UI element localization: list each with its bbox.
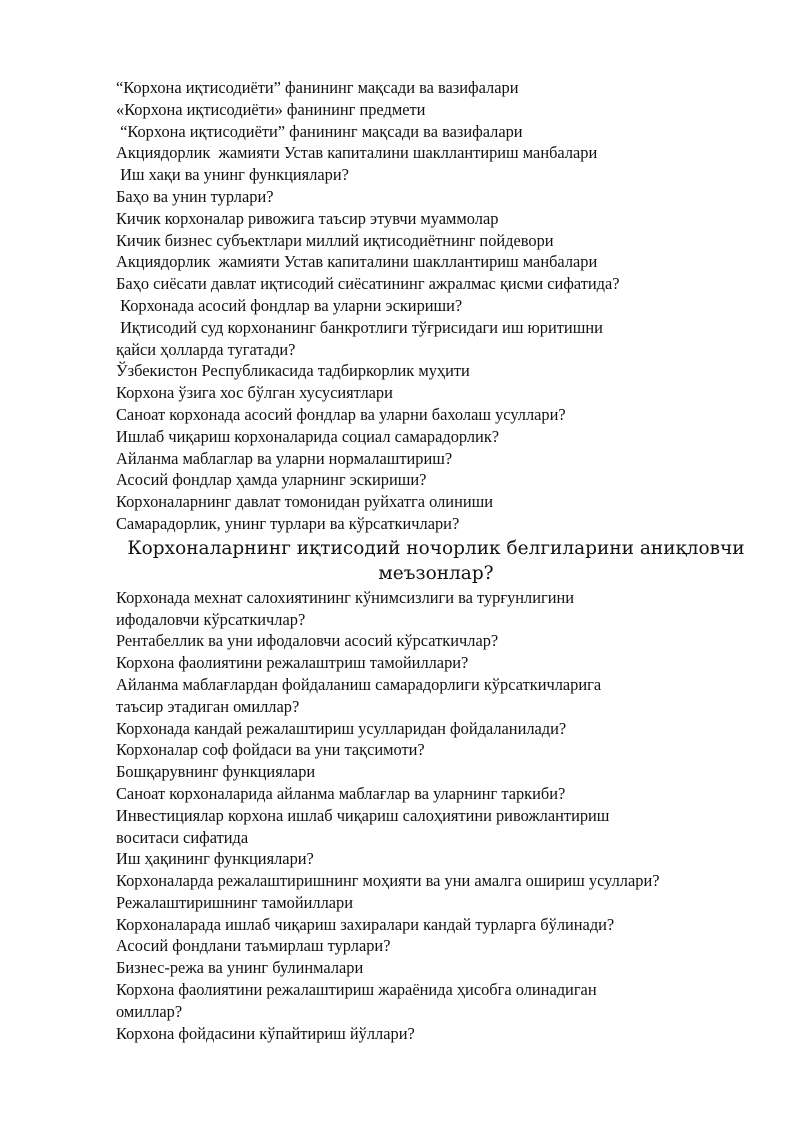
text-line: Корхона фаолиятини режалаштриш тамойиллари? bbox=[116, 653, 469, 673]
text-line: Корхонада кандай режалаштириш усулларидан фойдаланилади? bbox=[116, 718, 567, 738]
text-line: Баҳо сиёсати давлат иқтисодий сиёсатининг ажралмас қисми сифатида? bbox=[116, 274, 620, 294]
section-heading bbox=[116, 536, 756, 586]
text-line: Корхонада мехнат салохиятининг кўнимсизлиги ва турғунлигини bbox=[116, 587, 575, 607]
text-line: Баҳо ва унин турлари? bbox=[116, 186, 274, 206]
text-line: Иқтисодий суд корхонанинг банкротлиги тўғрисидаги иш юритишни bbox=[116, 317, 603, 337]
text-line: Айланма маблағлардан фойдаланиш самарадорлиги кўрсаткичларига bbox=[116, 674, 602, 694]
text-line: Инвестициялар корхона ишлаб чиқариш салоҳиятини ривожлантириш bbox=[116, 805, 610, 825]
text-line: Ўзбекистон Республикасида тадбиркорлик муҳити bbox=[116, 361, 470, 381]
text-line: Акциядорлик жамияти Устав капиталини шакллантириш манбалари bbox=[116, 252, 598, 272]
text-line: омиллар? bbox=[116, 1001, 183, 1021]
text-line: Акциядорлик жамияти Устав капиталини шакллантириш манбалари bbox=[116, 143, 598, 163]
text-line: Саноат корхонада асосий фондлар ва уларни бахолаш усуллари? bbox=[116, 404, 566, 424]
text-line: ифодаловчи кўрсаткичлар? bbox=[116, 609, 306, 629]
text-line: Корхона фаолиятини режалаштириш жараёнида ҳисобга олинадиган bbox=[116, 980, 597, 1000]
text-line: Айланма маблаглар ва уларни нормалаштириш? bbox=[116, 448, 453, 468]
document-body bbox=[116, 77, 756, 1044]
heading-line: меъзонлар? bbox=[378, 562, 494, 584]
text-line: Кичик бизнес субъектлари миллий иқтисодиётнинг пойдевори bbox=[116, 230, 554, 250]
text-line: Режалаштиришнинг тамойиллари bbox=[116, 892, 353, 912]
text-line: Бизнес-режа ва унинг булинмалари bbox=[116, 958, 364, 978]
text-line: Корхона ўзига хос бўлган хусусиятлари bbox=[116, 383, 393, 403]
text-line: Кичик корхоналар ривожига таъсир этувчи муаммолар bbox=[116, 208, 499, 228]
text-line: Саноат корхоналарида айланма маблағлар ва уларнинг таркиби? bbox=[116, 783, 566, 803]
text-line: қайси ҳолларда тугатади? bbox=[116, 339, 296, 359]
text-line: Иш хақи ва унинг функциялари? bbox=[116, 165, 349, 185]
text-line: Асосий фондлани таъмирлаш турлари? bbox=[116, 936, 391, 956]
heading-line: Корхоналарнинг иқтисодий ночорлик белгиларини аниқловчи bbox=[127, 537, 745, 559]
text-line: Ишлаб чиқариш корхоналарида социал самарадорлик? bbox=[116, 426, 500, 446]
text-line: таъсир этадиган омиллар? bbox=[116, 696, 300, 716]
text-line: Корхоналарада ишлаб чиқариш захиралари кандай турларга бўлинади? bbox=[116, 914, 615, 934]
text-line: воситаси сифатида bbox=[116, 827, 249, 847]
text-line: “Корхона иқтисодиёти” фанининг мақсади ва вазифалари bbox=[116, 78, 519, 97]
text-line: Самарадорлик, унинг турлари ва кўрсаткичлари? bbox=[116, 513, 460, 533]
text-line: Бошқарувнинг функциялари bbox=[116, 762, 316, 782]
text-line: Корхоналарда режалаштиришнинг моҳияти ва уни амалга ошириш усуллари? bbox=[116, 871, 660, 891]
text-line: Корхоналарнинг давлат томонидан руйхатга олиниши bbox=[116, 492, 493, 512]
text-line: Рентабеллик ва уни ифодаловчи асосий кўрсаткичлар? bbox=[116, 631, 499, 651]
text-line: Корхона фойдасини кўпайтириш йўллари? bbox=[116, 1023, 415, 1043]
text-line: Иш ҳақининг функциялари? bbox=[116, 849, 314, 869]
text-line: Асосий фондлар ҳамда уларнинг эскириши? bbox=[116, 470, 427, 490]
text-line: “Корхона иқтисодиёти” фанининг мақсади ва вазифалари bbox=[116, 121, 523, 141]
text-line: Корхоналар соф фойдаси ва уни тақсимоти? bbox=[116, 740, 425, 760]
text-line: «Корхона иқтисодиёти» фанининг предмети bbox=[116, 99, 426, 119]
text-line: Корхонада асосий фондлар ва уларни эскириши? bbox=[116, 295, 463, 315]
